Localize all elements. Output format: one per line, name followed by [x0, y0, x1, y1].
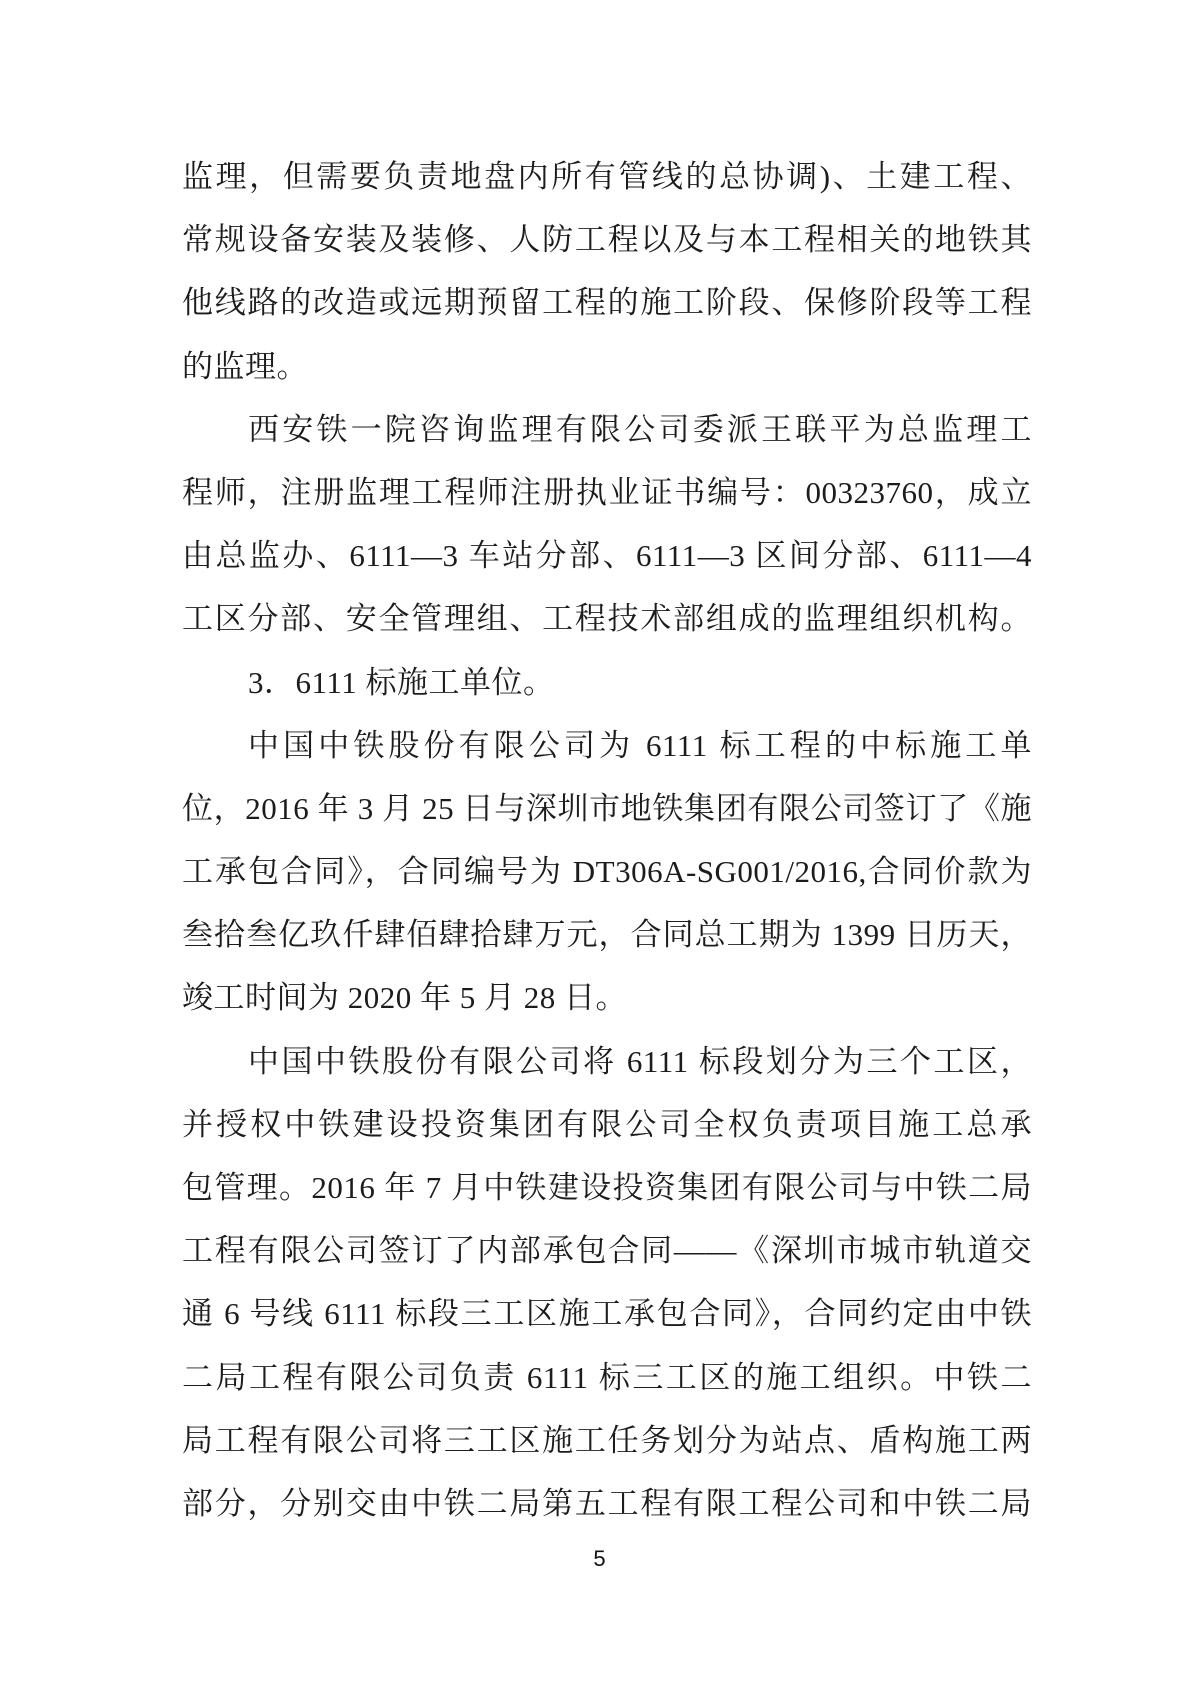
- text-line: 通 6 号线 6111 标段三工区施工承包合同》，合同约定由中铁: [182, 1296, 1032, 1332]
- text-line: 监理，但需要负责地盘内所有管线的总协调)、土建工程、: [182, 159, 1032, 194]
- text-line: 由总监办、6111—3 车站分部、6111—3 区间分部、6111—4: [182, 538, 1032, 574]
- text-line: 3．6111 标施工单位。: [248, 664, 555, 700]
- text-line: 程师，注册监理工程师注册执业证书编号：00323760，成立: [182, 474, 1032, 510]
- text-line: 位，2016 年 3 月 25 日与深圳市地铁集团有限公司签订了《施: [182, 790, 1032, 826]
- text-line: 包管理。2016 年 7 月中铁建设投资集团有限公司与中铁二局: [182, 1170, 1032, 1205]
- document-body-text: [182, 145, 1032, 1535]
- page-number: 5: [593, 1546, 606, 1571]
- text-line: 部分，分别交由中铁二局第五工程有限工程公司和中铁二局: [182, 1485, 1032, 1521]
- text-line: 竣工时间为 2020 年 5 月 28 日。: [182, 980, 627, 1016]
- text-line: 他线路的改造或远期预留工程的施工阶段、保修阶段等工程: [182, 285, 1032, 321]
- text-line: 局工程有限公司将三工区施工任务划分为站点、盾构施工两: [182, 1422, 1032, 1458]
- text-line: 并授权中铁建设投资集团有限公司全权负责项目施工总承: [182, 1106, 1032, 1142]
- text-line: 的监理。: [182, 348, 308, 384]
- text-line: 工承包合同》，合同编号为 DT306A-SG001/2016,合同价款为: [182, 854, 1032, 890]
- text-line: 常规设备安装及装修、人防工程以及与本工程相关的地铁其: [182, 222, 1032, 258]
- text-line: 中国中铁股份有限公司将 6111 标段划分为三个工区，: [248, 1043, 1032, 1079]
- text-line: 工程有限公司签订了内部承包合同——《深圳市城市轨道交: [182, 1233, 1032, 1269]
- text-line: 二局工程有限公司负责 6111 标三工区的施工组织。中铁二: [182, 1359, 1032, 1395]
- text-line: 工区分部、安全管理组、工程技术部组成的监理组织机构。: [182, 601, 1032, 637]
- text-line: 叁拾叁亿玖仟肆佰肆拾肆万元，合同总工期为 1399 日历天，: [182, 917, 1032, 953]
- text-line: 西安铁一院咨询监理有限公司委派王联平为总监理工: [248, 411, 1032, 447]
- text-line: 中国中铁股份有限公司为 6111 标工程的中标施工单: [248, 727, 1032, 763]
